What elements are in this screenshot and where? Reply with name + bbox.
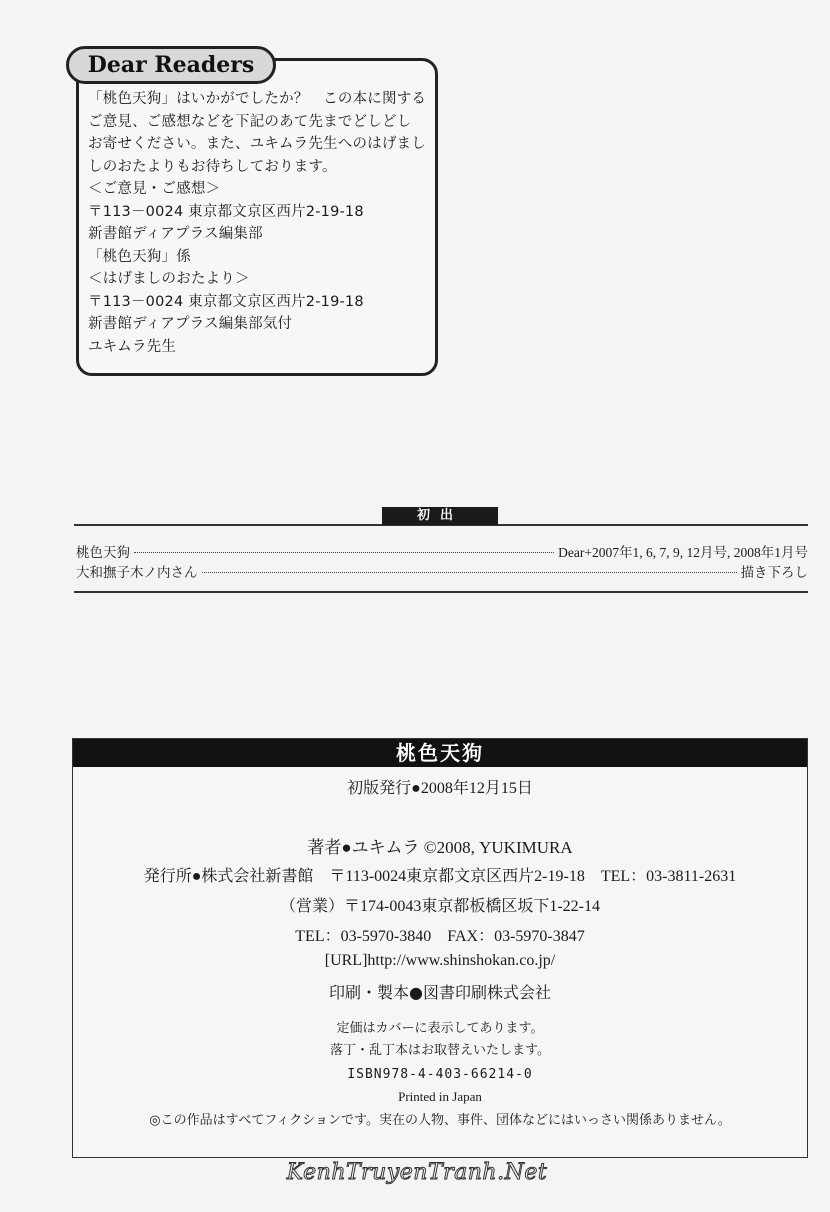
dear-readers-line: 「桃色天狗」係 <box>88 248 191 265</box>
dear-readers-line: ユキムラ先生 <box>88 338 177 355</box>
dear-readers-line: 〒113－0024 東京都文京区西片2-19-18 <box>88 293 364 310</box>
author-line: 著者●ユキムラ ©2008, YUKIMURA <box>307 838 573 857</box>
first-pub-label: 初出 <box>382 507 498 525</box>
dear-readers-line: 新書館ディアプラス編集部 <box>88 226 263 242</box>
first-pub-source: 描き下ろし <box>740 565 808 580</box>
first-edition-date: 初版発行●2008年12月15日 <box>347 780 533 797</box>
colophon-box <box>72 738 808 1158</box>
colophon-title: 桃色天狗 <box>73 739 807 767</box>
dear-readers-line: 「桃色天狗」はいかがでしたか？ この本に関する <box>88 91 427 107</box>
first-pub-row <box>76 561 808 579</box>
dear-readers-line: お寄せください。また、ユキムラ先生へのはげまし <box>88 136 426 152</box>
sales-line: （営業）〒174-0043東京都板橋区坂下1-22-14 <box>280 898 600 915</box>
dear-readers-line: 新書館ディアプラス編集部気付 <box>88 316 293 332</box>
url-line: [URL]http://www.shinshokan.co.jp/ <box>324 952 556 969</box>
leader-dots <box>202 572 737 573</box>
leader-dots <box>134 552 554 553</box>
first-pub-source: Dear+2007年1, 6, 7, 9, 12月号, 2008年1月号 <box>558 545 808 560</box>
dear-readers-line: ＜ご意見・ご感想＞ <box>88 181 221 197</box>
dear-readers-line: しのおたよりもお待ちしております。 <box>88 158 337 175</box>
printing-line: 印刷・製本●図書印刷株式会社 <box>329 983 551 1002</box>
dear-readers-line: 〒113－0024 東京都文京区西片2-19-18 <box>88 203 364 220</box>
isbn: ISBN978-4-403-66214-0 <box>347 1067 533 1082</box>
tel-fax-line: TEL：03-5970-3840 FAX：03-5970-3847 <box>295 928 585 945</box>
first-pub-row <box>76 541 808 559</box>
printed-in: Printed in Japan <box>398 1089 482 1104</box>
dear-readers-text <box>88 88 433 358</box>
price-note: 定価はカバーに表示してあります。 <box>336 1021 544 1036</box>
watermark: KenhTruyenTranh.Net <box>286 1160 548 1185</box>
dear-readers-line: ご意見、ご感想などを下記のあて先までどしどし <box>88 113 412 130</box>
first-pub-bottom-rule <box>74 591 808 593</box>
replacement-note: 落丁・乱丁本はお取替えいたします。 <box>330 1043 550 1058</box>
first-pub-title: 大和撫子木ノ内さん <box>76 565 198 581</box>
fiction-note: ◎この作品はすべてフィクションです。実在の人物、事件、団体などにはいっさい関係ありません。 <box>149 1113 731 1128</box>
dear-readers-line: ＜はげましのおたより＞ <box>88 271 250 287</box>
dear-readers-heading: Dear Readers <box>66 46 276 84</box>
first-pub-title: 桃色天狗 <box>76 545 130 561</box>
publisher-line: 発行所●株式会社新書館 〒113-0024東京都文京区西片2-19-18 TEL：03-3811-2631 <box>143 868 737 885</box>
